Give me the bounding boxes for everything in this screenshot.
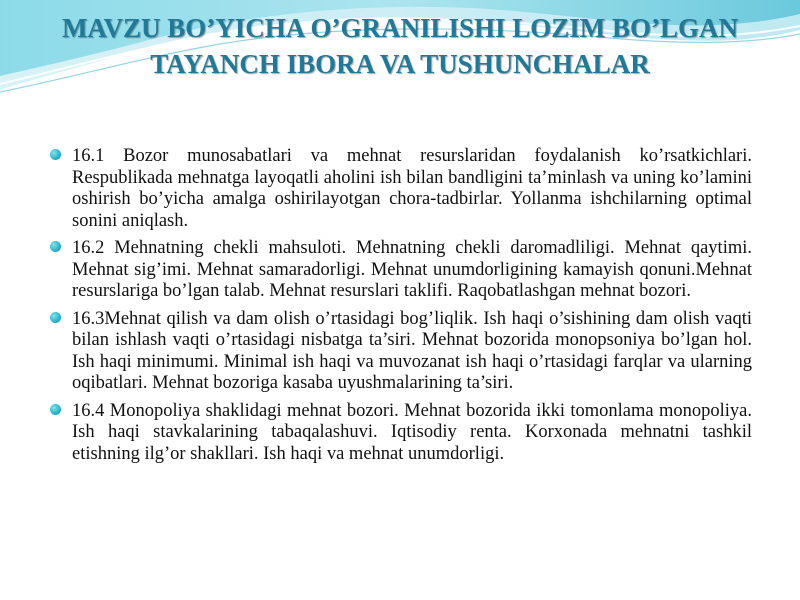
bullet-list [50,146,752,471]
bullet-icon [50,149,61,160]
bullet-icon [50,241,61,252]
list-item [50,146,752,232]
list-item-text: 16.4 Monopoliya shaklidagi mehnat bozori. Mehnat bozorida ikki tomonlama monopoliya. Ish haqi stavkalarining tabaqalashuvi. Iqtisodiy renta. Korxonada mehnatni tashkil etishning ilg’or shakllari. Ish haqi va mehnat unumdorligi. [72,400,752,464]
list-item [50,238,752,303]
list-item-text: 16.1 Bozor munosabatlari va mehnat resurslaridan foydalanish ko’rsatkichlari. Respublikada mehnatga layoqatli aholini ish bilan bandligini ta’minlash va uning ko’lamini oshirish bo’yicha amalga oshirilayotgan chora-tadbirlar. Yollanma ishchilarning optimal sonini aniqlash. [72,146,752,231]
bullet-icon [50,312,61,323]
list-item-text: 16.3Mehnat qilish va dam olish o’rtasidagi bog’liqlik. Ish haqi o’sishining dam olish vaqti bilan ishlash vaqti o’rtasidagi nisbatga ta’siri. Mehnat bozorida monopsoniya bo’lgan hol. Ish haqi minimumi. Minimal ish haqi va muvozanat ish haqi o’rtasidagi farqlar va ularning oqibatlari. Mehnat bozoriga kasaba uyushmalarining ta’siri. [72,308,752,393]
bullet-icon [50,404,61,415]
list-item [50,401,752,466]
slide-title: MAVZU BO’YICHA O’GRANILISHI LOZIM BO’LGAN TAYANCH IBORA VA TUSHUNCHALAR [61,13,739,79]
list-item-text: 16.2 Mehnatning chekli mahsuloti. Mehnatning chekli daromadliligi. Mehnat qaytimi. Mehnat sig’imi. Mehnat samaradorligi. Mehnat unumdorligining kamayish qonuni.Mehnat resurslariga bo’lgan talab. Mehnat resurslari taklifi. Raqobatlashgan mehnat bozori. [72,238,752,301]
list-item [50,309,752,395]
